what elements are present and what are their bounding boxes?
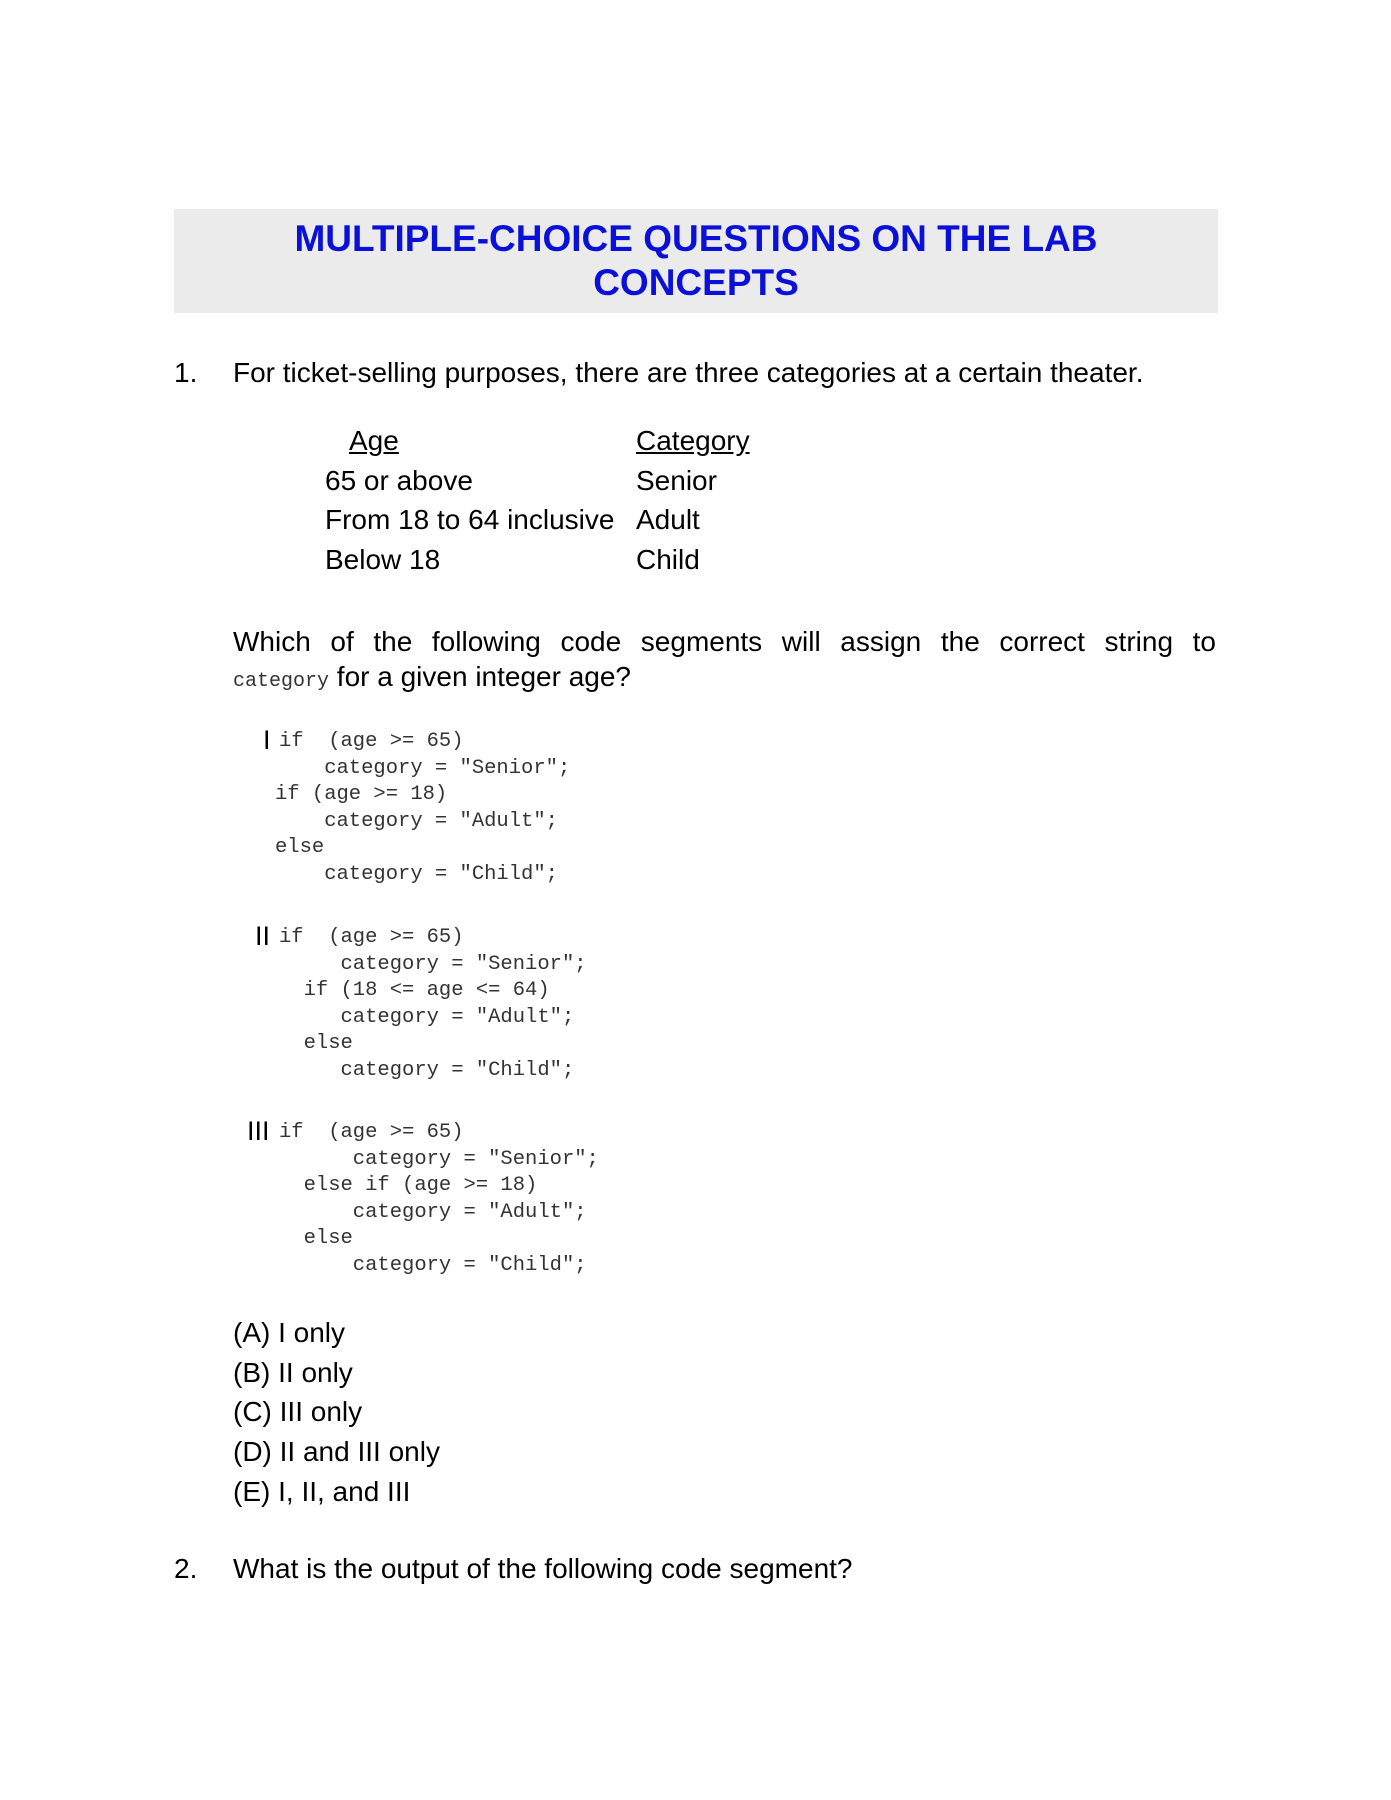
code-line: category = "Adult"; <box>279 1006 575 1029</box>
question-1-intro: For ticket-selling purposes, there are three categories at a certain theater. <box>233 357 1144 388</box>
table-cell-age: From 18 to 64 inclusive <box>325 504 615 535</box>
code-line: category = "Adult"; <box>275 810 558 833</box>
code-line: category = "Senior"; <box>279 1148 599 1171</box>
code-line: else if (age >= 18) <box>279 1174 538 1197</box>
table-header-age: Age <box>349 425 399 456</box>
page-title-line2: CONCEPTS <box>593 262 799 303</box>
option-e[interactable]: (E) I, II, and III <box>233 1476 411 1507</box>
code-line: if (age >= 65) <box>279 926 464 949</box>
inline-code-category: category <box>233 670 330 693</box>
code-line: if (age >= 65) <box>279 730 464 753</box>
segment-label: I <box>263 725 271 755</box>
code-line: category = "Senior"; <box>275 757 571 780</box>
option-c[interactable]: (C) III only <box>233 1396 363 1427</box>
code-line: category = "Child"; <box>279 1059 575 1082</box>
code-line: category = "Child"; <box>275 863 558 886</box>
code-line: if (age >= 18) <box>275 783 448 806</box>
table-cell-age: Below 18 <box>325 544 441 575</box>
code-line: if (18 <= age <= 64) <box>279 979 550 1002</box>
option-b[interactable]: (B) II only <box>233 1357 353 1388</box>
table-cell-category: Senior <box>636 465 717 496</box>
segment-label: III <box>247 1116 270 1146</box>
option-d[interactable]: (D) II and III only <box>233 1436 440 1467</box>
code-line: category = "Adult"; <box>279 1201 587 1224</box>
code-line: else <box>279 1032 353 1055</box>
table-cell-category: Adult <box>636 504 700 535</box>
question-2-number: 2. <box>174 1553 198 1584</box>
segment-label: II <box>255 921 271 951</box>
question-1-prompt-line1: Which of the following code segments will assign the correct string to <box>233 626 1216 657</box>
option-a[interactable]: (A) I only <box>233 1317 346 1348</box>
question-1-number: 1. <box>174 357 198 388</box>
table-header-category: Category <box>636 425 750 456</box>
code-line: else <box>279 1227 353 1250</box>
code-line: category = "Child"; <box>279 1254 587 1277</box>
code-line: if (age >= 65) <box>279 1121 464 1144</box>
code-line: else <box>275 836 325 859</box>
title-banner <box>174 209 1218 313</box>
page-title-line1: MULTIPLE-CHOICE QUESTIONS ON THE LAB <box>294 218 1098 259</box>
code-line: category = "Senior"; <box>279 953 587 976</box>
table-cell-category: Child <box>636 544 700 575</box>
table-cell-age: 65 or above <box>325 465 473 496</box>
question-2-text: What is the output of the following code segment? <box>233 1553 853 1584</box>
question-1-prompt-line2: category for a given integer age? <box>233 661 631 693</box>
